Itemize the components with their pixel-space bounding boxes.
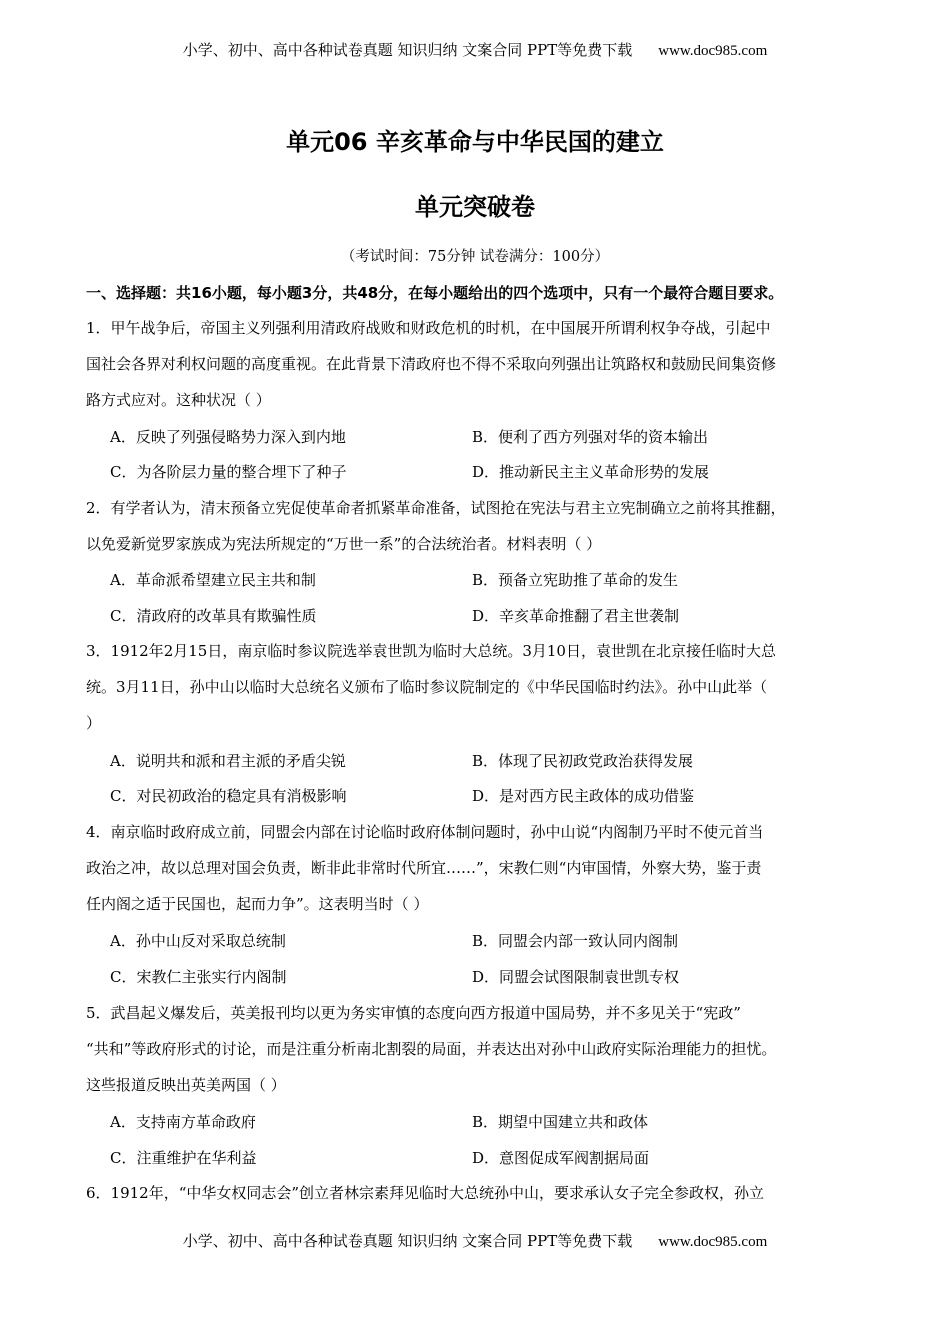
section-heading: 一、选择题：共16小题，每小题3分，共48分，在每小题给出的四个选项中，只有一个最符合题目要求。 [86,284,784,302]
question-line: 4．南京临时政府成立前，同盟会内部在讨论临时政府体制问题时，孙中山说“内阁制乃平时不使元首当 [86,823,764,841]
option-a[interactable]: A．孙中山反对采取总统制 [110,932,286,950]
option-b[interactable]: B．预备立宪助推了革命的发生 [472,571,679,589]
question-line: 统。3月11日，孙中山以临时大总统名义颁布了临时参议院制定的《中华民国临时约法》。孙中山此举（ [86,678,768,696]
page-subtitle: 单元突破卷 [415,193,535,221]
question-line: 5．武昌起义爆发后，英美报刊均以更为务实审慎的态度向西方报道中国局势，并不多见关于“宪政” [86,1004,741,1022]
option-b[interactable]: B．便利了西方列强对华的资本输出 [472,428,709,446]
option-c[interactable]: C．对民初政治的稳定具有消极影响 [110,787,347,805]
option-d[interactable]: D．是对西方民主政体的成功借鉴 [472,787,695,805]
question-line: 任内阁之适于民国也，起而力争”。这表明当时（ ） [86,895,429,913]
option-d[interactable]: D．辛亥革命推翻了君主世袭制 [472,607,680,625]
option-a[interactable]: A．反映了列强侵略势力深入到内地 [110,428,346,446]
question-line: “共和”等政府形式的讨论，而是注重分析南北割裂的局面，并表达出对孙中山政府实际治理能力的担忧。 [86,1040,777,1058]
option-b[interactable]: B．期望中国建立共和政体 [472,1113,649,1131]
header-url[interactable]: www.doc985.com [658,43,768,59]
question-line: 1．甲午战争后，帝国主义列强利用清政府战败和财政危机的时机，在中国展开所谓利权争夺战，引起中 [86,319,771,337]
option-c[interactable]: C．宋教仁主张实行内阁制 [110,968,287,986]
page-footer [0,1231,950,1252]
question-line: 2．有学者认为，清末预备立宪促使革命者抓紧革命准备，试图抢在宪法与君主立宪制确立之前将其推翻， [86,499,786,517]
footer-text: 小学、初中、高中各种试卷真题 知识归纳 文案合同 PPT等免费下载 [182,1232,633,1250]
option-c[interactable]: C．注重维护在华利益 [110,1149,257,1167]
question-line: 国社会各界对利权问题的高度重视。在此背景下清政府也不得不采取向列强出让筑路权和鼓励民间集资修 [86,355,777,373]
footer-url[interactable]: www.doc985.com [658,1234,768,1250]
exam-info: （考试时间：75分钟 试卷满分：100分） [340,249,610,265]
question-line: 路方式应对。这种状况（ ） [86,391,271,409]
question-line: 6．1912年，“中华女权同志会”创立者林宗素拜见临时大总统孙中山，要求承认女子完全参政权，孙立 [86,1184,765,1202]
option-a[interactable]: A．革命派希望建立民主共和制 [110,571,316,589]
option-c[interactable]: C．清政府的改革具有欺骗性质 [110,607,317,625]
question-line: 以免爱新觉罗家族成为宪法所规定的“万世一系”的合法统治者。材料表明（ ） [86,535,602,553]
option-a[interactable]: A．说明共和派和君主派的矛盾尖锐 [110,752,346,770]
question-line: 3．1912年2月15日，南京临时参议院选举袁世凯为临时大总统。3月10日，袁世凯在北京接任临时大总 [86,642,776,660]
option-d[interactable]: D．同盟会试图限制袁世凯专权 [472,968,680,986]
option-d[interactable]: D．推动新民主主义革命形势的发展 [472,463,710,481]
option-b[interactable]: B．体现了民初政党政治获得发展 [472,752,694,770]
option-a[interactable]: A．支持南方革命政府 [110,1113,256,1131]
question-line: 政治之冲，故以总理对国会负责，断非此非常时代所宜……”，宋教仁则“内审国情，外察大势，鉴于责 [86,859,762,877]
option-b[interactable]: B．同盟会内部一致认同内阁制 [472,932,679,950]
option-d[interactable]: D．意图促成军阀割据局面 [472,1149,650,1167]
page-header [0,40,950,61]
question-line: ） [86,714,102,732]
question-line: 这些报道反映出英美两国（ ） [86,1076,286,1094]
page-title: 单元06 辛亥革命与中华民国的建立 [286,128,664,156]
header-text: 小学、初中、高中各种试卷真题 知识归纳 文案合同 PPT等免费下载 [182,41,633,59]
option-c[interactable]: C．为各阶层力量的整合埋下了种子 [110,463,347,481]
